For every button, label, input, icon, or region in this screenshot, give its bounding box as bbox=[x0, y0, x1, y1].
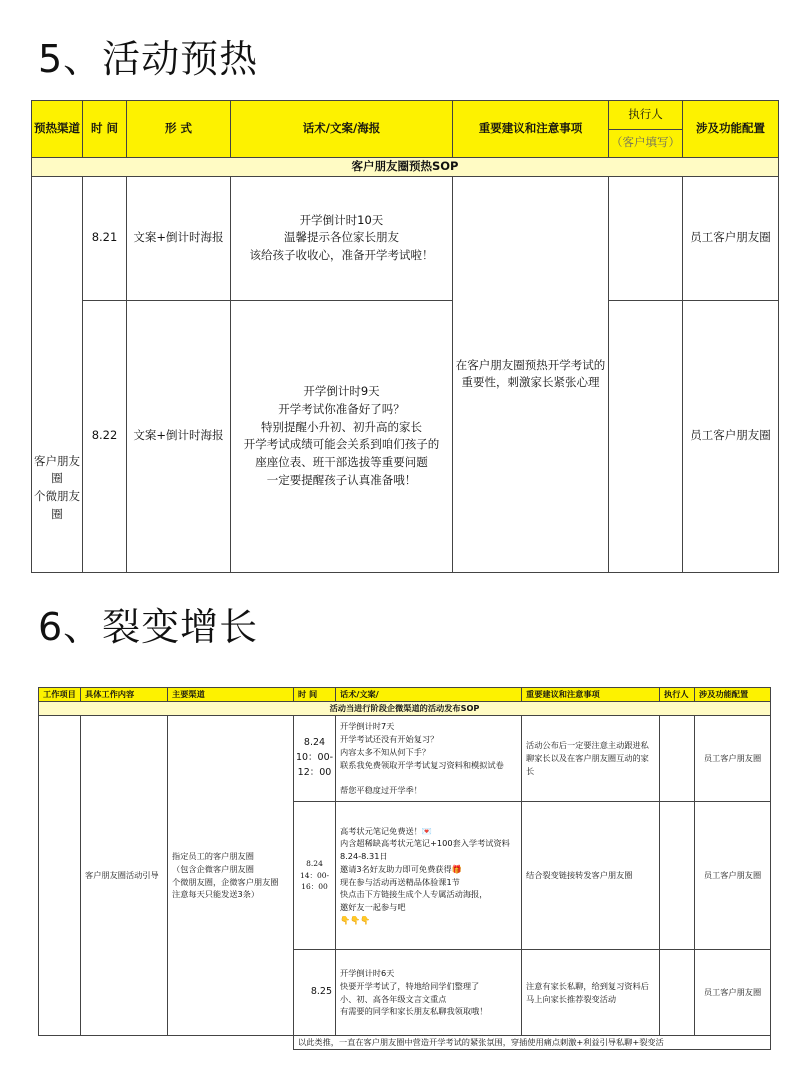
header-channel: 预热渠道 bbox=[32, 101, 83, 158]
row-advice: 注意有家长私聊，给到复习资料后 马上向家长推荐裂变活动 bbox=[522, 950, 660, 1036]
header-features: 涉及功能配置 bbox=[683, 101, 779, 158]
row-features: 员工客户朋友圈 bbox=[695, 802, 771, 950]
row-time: 8.24 10：00- 12：00 bbox=[294, 716, 336, 802]
table-row bbox=[32, 300, 779, 572]
header-advice: 重要建议和注意事项 bbox=[453, 101, 609, 158]
preheat-table bbox=[31, 100, 779, 573]
row-form: 文案+倒计时海报 bbox=[127, 300, 231, 572]
row-executor bbox=[609, 176, 683, 300]
row-executor bbox=[609, 300, 683, 572]
row-form: 文案+倒计时海报 bbox=[127, 176, 231, 300]
header-executor-label: 执行人 bbox=[628, 106, 663, 121]
row-copy: 开学倒计时7天 开学考试还没有开始复习？ 内容太多不知从何下手？ 联系我免费领取开学考试复习资料和模拟试卷 帮您平稳度过开学季！ bbox=[336, 716, 522, 802]
header-form: 形 式 bbox=[127, 101, 231, 158]
header-channel: 主要渠道 bbox=[168, 688, 294, 702]
header-content: 具体工作内容 bbox=[81, 688, 168, 702]
header-copy: 话术/文案/ bbox=[336, 688, 522, 702]
row-executor bbox=[660, 716, 695, 802]
row-features: 员工客户朋友圈 bbox=[683, 300, 779, 572]
section5-title: 5、活动预热 bbox=[38, 37, 259, 81]
row-executor bbox=[660, 802, 695, 950]
preheat-advice: 在客户朋友圈预热开学考试的重要性，刺激家长紧张心理 bbox=[453, 176, 609, 572]
row-copy: 开学倒计时10天 温馨提示各位家长朋友 该给孩子收收心，准备开学考试啦！ bbox=[231, 176, 453, 300]
header-executor-note: （客户填写） bbox=[609, 129, 682, 158]
row-features: 员工客户朋友圈 bbox=[683, 176, 779, 300]
header-copy: 话术/文案/海报 bbox=[231, 101, 453, 158]
preheat-header-row bbox=[32, 101, 779, 158]
row-time: 8.24 14：00- 16：00 bbox=[294, 802, 336, 950]
growth-header-row bbox=[39, 688, 771, 702]
row-advice: 活动公布后一定要注意主动跟进私聊家长以及在客户朋友圈互动的家长 bbox=[522, 716, 660, 802]
row-copy: 高考状元笔记免费送！💌 内含超稀缺高考状元笔记+100套入学考试资料 8.24-8.31日 邀请3名好友助力即可免费获得🎁 现在参与活动再送精品体验课1节 快点击下方链接生成个人专属活动海报， 邀好友一起参与吧 👇👇👇 bbox=[336, 802, 522, 950]
row-time: 8.22 bbox=[83, 300, 127, 572]
header-item: 工作项目 bbox=[39, 688, 81, 702]
row-copy: 开学倒计时6天 快要开学考试了，特地给同学们整理了 小、初、高各年级文言文重点 有需要的同学和家长朋友私聊我领取哦！ bbox=[336, 950, 522, 1036]
row-time: 8.25 bbox=[294, 950, 336, 1036]
row-features: 员工客户朋友圈 bbox=[695, 716, 771, 802]
header-executor bbox=[609, 101, 683, 158]
header-time: 时 间 bbox=[294, 688, 336, 702]
header-executor: 执行人 bbox=[660, 688, 695, 702]
growth-table bbox=[38, 687, 771, 1050]
preheat-sop-title: 客户朋友圈预热SOP bbox=[32, 158, 779, 177]
row-executor bbox=[660, 950, 695, 1036]
table-row bbox=[32, 176, 779, 300]
footer-spacer bbox=[39, 1036, 294, 1050]
section6-title: 6、裂变增长 bbox=[38, 605, 259, 649]
growth-content: 客户朋友圈活动引导 bbox=[81, 716, 168, 1036]
growth-channel: 指定员工的客户朋友圈 （包含企微客户朋友圈 个微朋友圈，企微客户朋友圈 注意每天只能发送3条） bbox=[168, 716, 294, 1036]
growth-sop-title: 活动当进行阶段企微渠道的活动发布SOP bbox=[39, 702, 771, 716]
row-advice: 结合裂变链接转发客户朋友圈 bbox=[522, 802, 660, 950]
header-features: 涉及功能配置 bbox=[695, 688, 771, 702]
preheat-channel: 客户朋友圈 个微朋友圈 bbox=[32, 176, 83, 572]
growth-item bbox=[39, 716, 81, 1036]
table-row bbox=[39, 716, 771, 802]
row-time: 8.21 bbox=[83, 176, 127, 300]
header-advice: 重要建议和注意事项 bbox=[522, 688, 660, 702]
growth-footer-note: 以此类推，一直在客户朋友圈中营造开学考试的紧张氛围，穿插使用痛点刺激+利益引导私聊+裂变活 bbox=[294, 1036, 771, 1050]
header-time: 时 间 bbox=[83, 101, 127, 158]
row-features: 员工客户朋友圈 bbox=[695, 950, 771, 1036]
row-copy: 开学倒计时9天 开学考试你准备好了吗？ 特别提醒小升初、初升高的家长 开学考试成绩可能会关系到咱们孩子的 座座位表、班干部选拔等重要问题 一定要提醒孩子认真准备哦！ bbox=[231, 300, 453, 572]
